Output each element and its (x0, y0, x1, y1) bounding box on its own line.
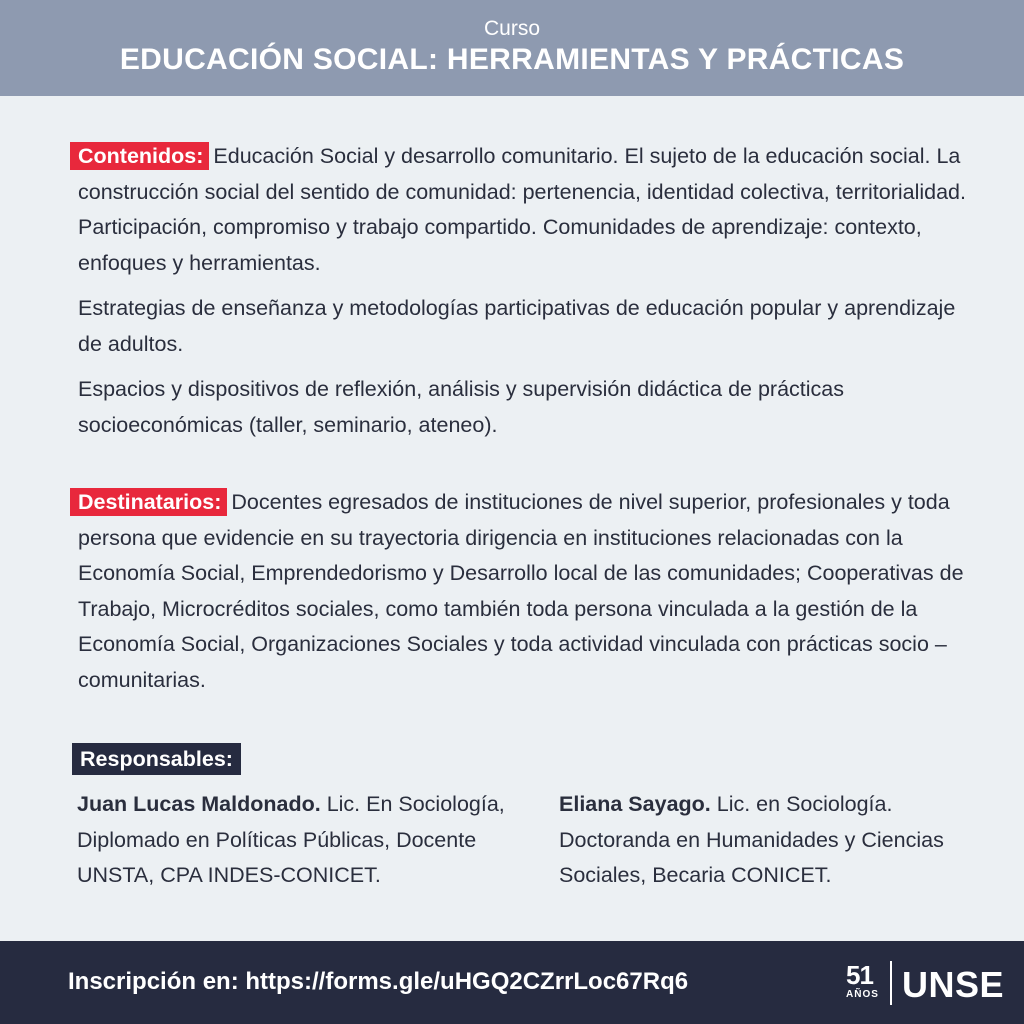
footer-bar (0, 941, 1024, 1024)
anniversary-number: 51 (846, 960, 873, 990)
destinatarios-label: Destinatarios: (70, 488, 227, 516)
logo-divider (890, 961, 892, 1005)
contenidos-paragraph (78, 139, 978, 281)
destinatarios-text: Docentes egresados de instituciones de nivel superior, profesionales y toda persona que evidencie en su trayectoria dirigencia en instituciones relacionadas con la Economía Social, Emprendedorismo y Desarrollo local de las comunidades; Cooperativas de Trabajo, Microcréditos sociales, como también toda persona vinculada a la gestión de la Economía Social, Organizaciones Sociales y toda actividad vinculada con prácticas socio – comunitarias. (78, 490, 964, 692)
registration-link[interactable]: Inscripción en: https://forms.gle/uHGQ2CZrrLoc67Rq6 (68, 968, 689, 995)
contenidos-paragraph-2: Estrategias de enseñanza y metodologías participativas de educación popular y aprendizaje de adultos. (78, 296, 956, 356)
responsable-name-2: Eliana Sayago. (559, 792, 711, 816)
contenidos-section (78, 139, 978, 443)
destinatarios-section (78, 485, 978, 698)
header-banner (0, 0, 1024, 96)
responsable-card-2 (559, 787, 999, 894)
contenidos-paragraph-3: Espacios y dispositivos de reflexión, análisis y supervisión didáctica de prácticas socioeconómicas (taller, seminario, ateneo). (78, 377, 845, 437)
anniversary-label: AÑOS (846, 989, 879, 1000)
responsables-heading-wrap (72, 743, 972, 775)
responsable-desc-1: Lic. En Sociología, Diplomado en Políticas Públicas, Docente UNSTA, CPA INDES-CONICET. (77, 792, 505, 887)
course-eyebrow: Curso (483, 17, 541, 40)
contenidos-text: Educación Social y desarrollo comunitario. El sujeto de la educación social. La construcción social del sentido de comunidad: pertenencia, identidad colectiva, territorialidad. Participación, compromiso y trabajo compartido. Comunidades de aprendizaje: contexto, enfoques y herramientas. (78, 144, 966, 275)
destinatarios-paragraph (78, 485, 978, 698)
contenidos-label: Contenidos: (70, 142, 209, 170)
course-title: EDUCACIÓN SOCIAL: HERRAMIENTAS Y PRÁCTICAS (119, 43, 905, 76)
unse-wordmark: UNSE (902, 964, 1005, 1005)
responsable-card-1 (77, 787, 537, 894)
responsable-name-1: Juan Lucas Maldonado. (77, 792, 321, 816)
unse-logo (842, 960, 1005, 1005)
responsables-label: Responsables: (72, 743, 241, 775)
responsable-desc-2: Lic. en Sociología. Doctoranda en Humanidades y Ciencias Sociales, Becaria CONICET. (559, 792, 944, 887)
